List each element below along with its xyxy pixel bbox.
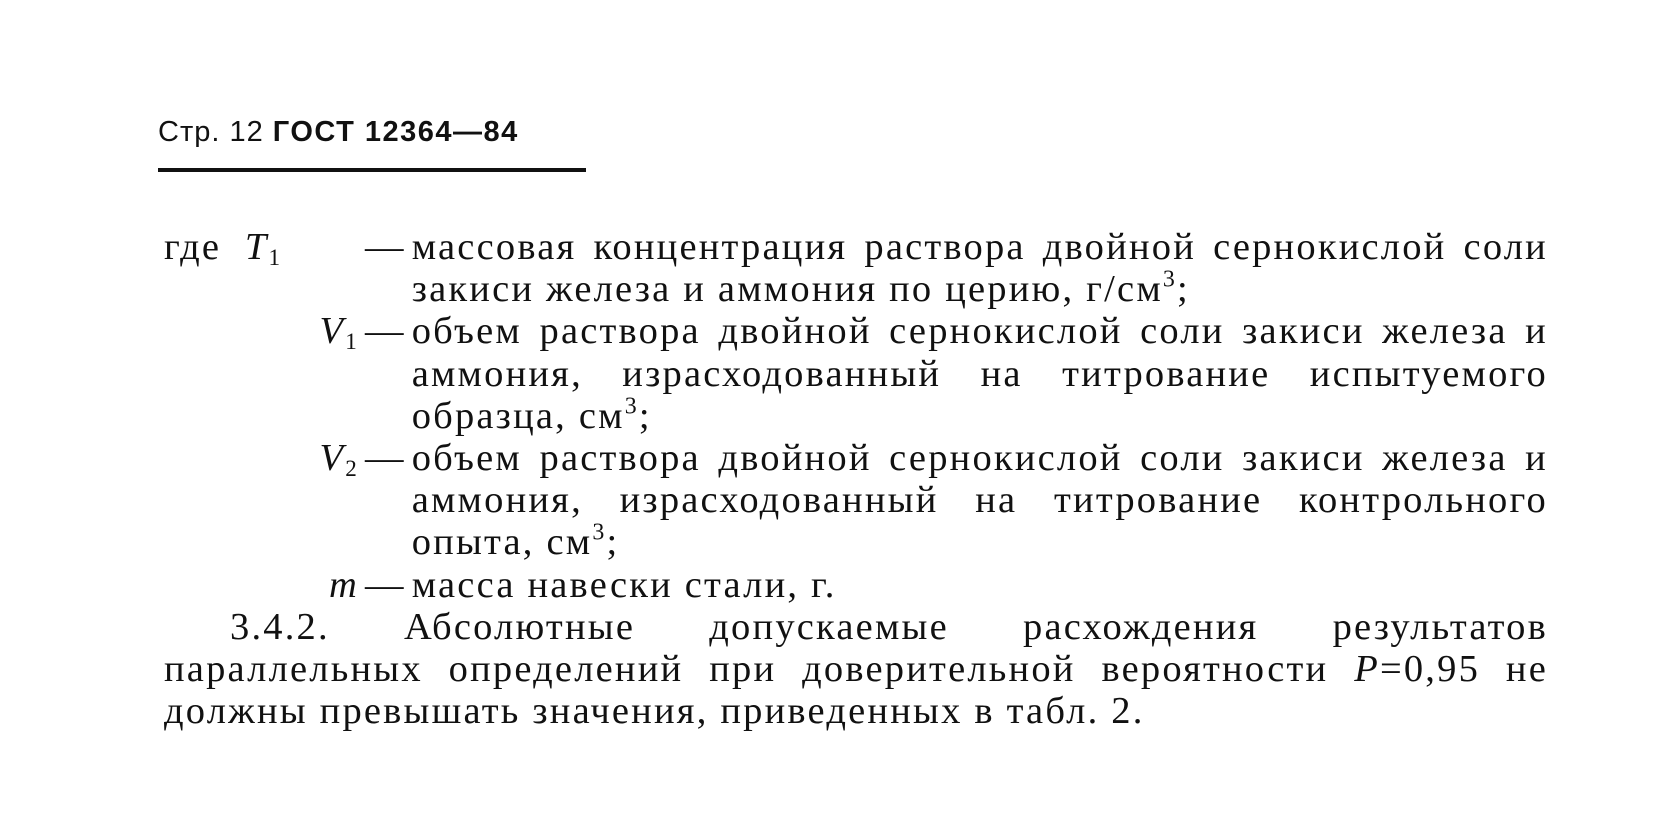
definition-dash: — <box>365 437 406 480</box>
unit-exponent: 3 <box>592 520 607 547</box>
variable-definition <box>164 564 1548 606</box>
probability-symbol: P <box>1354 648 1380 691</box>
variable-symbol: T <box>244 226 269 268</box>
page-header <box>158 118 519 147</box>
where-word: где <box>164 226 222 268</box>
variable-description: массовая концентрация раствора двойной сернокислой соли закиси железа и аммония по церию, $г/см^3$; <box>411 226 1548 311</box>
variable-subscript: 1 <box>345 328 359 355</box>
unit-exponent: 3 <box>624 393 639 420</box>
section-paragraph: 3.4.2. Абсолютные допускаемые расхождения результатов параллельных определений при доверительной вероятности P=0,95 не должны превышать значения, приведенных в табл. 2. <box>164 605 1548 733</box>
header-rule <box>158 168 586 172</box>
definition-dash: — <box>365 226 406 268</box>
variable-description: объем раствора двойной сернокислой соли закиси железа и аммония, израсходованный на титрование контрольного опыта, $см^3$; <box>411 437 1548 564</box>
variable-definition <box>164 226 1548 310</box>
variable-subscript: 2 <box>345 454 359 481</box>
variable-symbol: V <box>319 437 346 480</box>
variable-description: объем раствора двойной сернокислой соли закиси железа и аммония, израсходованный на титрование испытуемого образца, $см^3$; <box>411 310 1548 437</box>
variable-subscript: 1 <box>268 243 283 270</box>
standard-id: ГОСТ 12364—84 <box>272 116 519 148</box>
variable-definition <box>164 310 1548 437</box>
variable-symbol: m <box>328 563 359 606</box>
page-number-label: Стр. 12 <box>158 116 264 148</box>
unit-exponent: 3 <box>1162 266 1178 293</box>
variable-lead <box>164 564 359 606</box>
variable-symbol: V <box>319 310 346 353</box>
variable-description: масса навески стали, г. <box>411 563 837 606</box>
variable-lead <box>164 226 359 268</box>
definition-dash: — <box>365 310 406 353</box>
variable-lead <box>164 310 359 355</box>
document-body <box>164 226 1548 732</box>
definition-dash: — <box>365 563 406 606</box>
probability-value: =0,95 <box>1379 648 1481 691</box>
variable-definition <box>164 437 1548 564</box>
variable-lead <box>164 437 359 479</box>
